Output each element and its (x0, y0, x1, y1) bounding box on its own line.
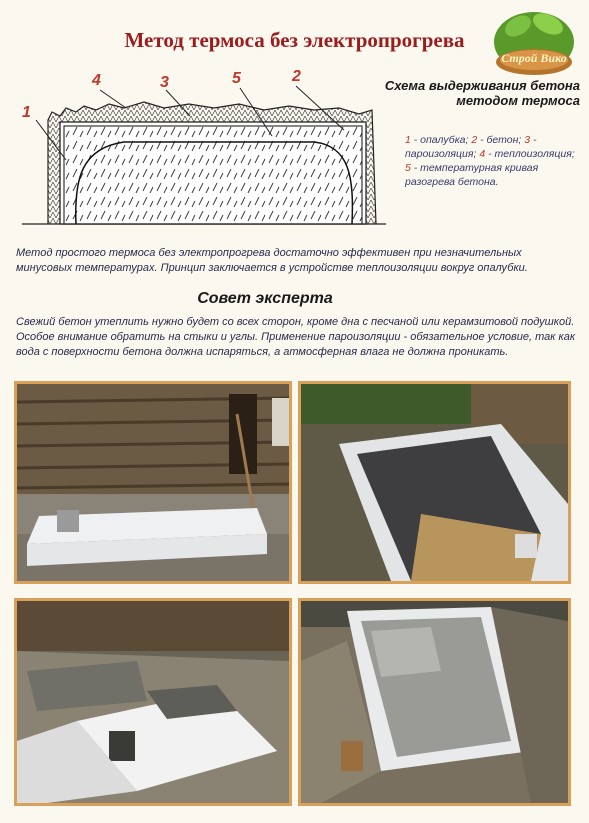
photo-trench-insulation (298, 381, 571, 584)
diagram-label-2: 2 (292, 68, 301, 85)
legend-text-4: - теплоизоляция; (485, 148, 575, 160)
thermos-diagram (14, 68, 394, 238)
diagram-legend (405, 133, 580, 189)
expert-heading: Совет эксперта (197, 290, 333, 307)
diagram-label-1: 1 (22, 104, 31, 121)
intro-paragraph: Метод простого термоса без электропрогрева достаточно эффективен при незначительных минусовых температурах. Принцип заключается в устройстве теплоизоляции вокруг опалубки. (16, 247, 528, 274)
legend-num-5: 5 (405, 162, 411, 174)
logo-text: Строй Вико (501, 51, 567, 65)
legend-num-3: 3 (524, 134, 531, 146)
photo-insulated-base (14, 598, 292, 806)
expert-paragraph: Свежий бетон утеплить нужно будет со всех сторон, кроме дна с песчаной или керамзитовой подушкой. Особое внимание обратить на стыки и углы. Применение пароизоляции - обязательное условие, так как вода с поверхности бетона должна испаряться, а атмосферная влага не должна проникать. (16, 316, 576, 358)
photo-concrete-formwork (298, 598, 571, 806)
legend-text-3: - пароизоляция; (405, 134, 537, 160)
diagram-label-5: 5 (232, 70, 241, 87)
legend-num-4: 4 (479, 148, 486, 160)
diagram-label-3: 3 (160, 74, 169, 91)
legend-num-1: 1 (405, 134, 411, 146)
page-title: Метод термоса без электропрогрева (124, 28, 465, 52)
photo-log-house-foundation (14, 381, 292, 584)
legend-text-2: - бетон; (477, 134, 525, 146)
legend-text-5: - температурная кривая разогрева бетона. (405, 162, 539, 188)
schema-title: Схема выдерживания бетона методом термоса (384, 78, 580, 108)
legend-num-2: 2 (471, 134, 478, 146)
leaf-logo-icon (488, 4, 580, 84)
legend-text-1: - опалубка; (410, 134, 472, 146)
logo (488, 4, 580, 84)
diagram-label-4: 4 (92, 72, 101, 89)
